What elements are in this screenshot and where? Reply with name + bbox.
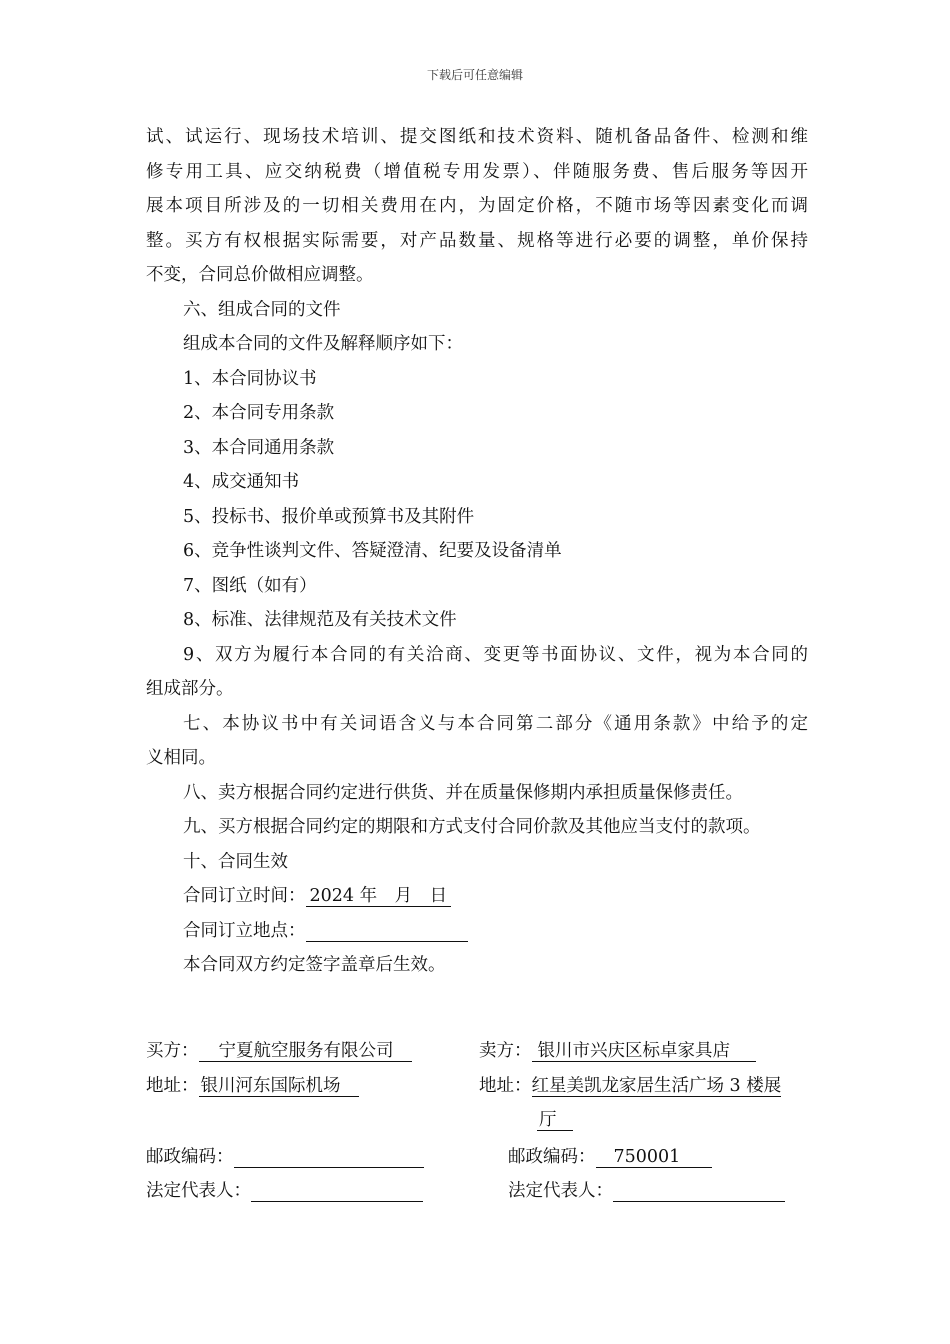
seller-name-label: 卖方： (479, 1041, 532, 1061)
list-item: 2、本合同专用条款 (183, 403, 335, 423)
paragraph-line: 试、试运行、现场技术培训、提交图纸和技术资料、随机备品备件、检测和维 (146, 127, 808, 147)
seller-name-row (479, 1040, 756, 1062)
paragraph-line: 整。买方有权根据实际需要，对产品数量、规格等进行必要的调整，单价保持 (146, 231, 808, 251)
paragraph-line: 不变，合同总价做相应调整。 (146, 265, 374, 285)
place-row (183, 920, 468, 942)
section-8: 八、卖方根据合同约定进行供货、并在质量保修期内承担质量保修责任。 (183, 783, 743, 803)
list-item-continuation: 组成部分。 (146, 679, 234, 699)
paragraph-line: 展本项目所涉及的一切相关费用在内，为固定价格，不随市场等因素变化而调 (146, 196, 808, 216)
seller-rep-label: 法定代表人： (508, 1181, 613, 1201)
section-9: 九、买方根据合同约定的期限和方式支付合同价款及其他应当支付的款项。 (183, 817, 761, 837)
list-item: 5、投标书、报价单或预算书及其附件 (183, 507, 475, 527)
section-7-continuation: 义相同。 (146, 748, 216, 768)
buyer-address-row (146, 1075, 359, 1097)
date-label: 合同订立时间： (183, 886, 306, 906)
place-blank (306, 923, 468, 942)
list-item: 8、标准、法律规范及有关技术文件 (183, 610, 457, 630)
seller-name-value: 银川市兴庆区标卓家具店 (532, 1041, 757, 1062)
seller-address-continuation (537, 1109, 573, 1131)
page-header: 下载后可任意编辑 (426, 68, 523, 82)
buyer-rep-row (146, 1180, 423, 1202)
seller-postcode-row (508, 1146, 712, 1168)
seller-address-row (479, 1075, 781, 1097)
list-item: 7、图纸（如有） (183, 576, 317, 596)
buyer-address-label: 地址： (146, 1076, 199, 1096)
list-item: 3、本合同通用条款 (183, 438, 335, 458)
section-6-intro: 组成本合同的文件及解释顺序如下： (183, 334, 463, 354)
buyer-name-value: 宁夏航空服务有限公司 (199, 1041, 412, 1062)
buyer-address-value: 银川河东国际机场 (199, 1076, 359, 1097)
section-6-title: 六、组成合同的文件 (183, 300, 341, 320)
buyer-postcode-label: 邮政编码： (146, 1147, 234, 1167)
section-7: 七、本协议书中有关词语含义与本合同第二部分《通用条款》中给予的定 (183, 714, 808, 734)
seller-address-value-line2: 厅 (537, 1110, 573, 1131)
list-item: 1、本合同协议书 (183, 369, 317, 389)
seller-postcode-label: 邮政编码： (508, 1147, 596, 1167)
list-item: 9、双方为履行本合同的有关洽商、变更等书面协议、文件，视为本合同的 (183, 645, 808, 665)
seller-address-value: 红星美凯龙家居生活广场 3 楼展 (531, 1076, 782, 1096)
buyer-rep-blank (251, 1183, 423, 1202)
date-value: 2024 年 月 日 (306, 886, 452, 907)
seller-postcode-value: 750001 (596, 1147, 713, 1168)
list-item: 4、成交通知书 (183, 472, 300, 492)
date-row (183, 885, 451, 907)
buyer-postcode-row (146, 1146, 424, 1168)
section-10-title: 十、合同生效 (183, 852, 288, 872)
buyer-name-row (146, 1040, 412, 1062)
paragraph-line: 修专用工具、应交纳税费（增值税专用发票）、伴随服务费、售后服务等因开 (146, 162, 808, 182)
buyer-postcode-blank (234, 1149, 424, 1168)
list-item: 6、竞争性谈判文件、答疑澄清、纪要及设备清单 (183, 541, 562, 561)
buyer-name-label: 买方： (146, 1041, 199, 1061)
effect-clause: 本合同双方约定签字盖章后生效。 (183, 955, 446, 975)
seller-rep-blank (613, 1183, 785, 1202)
seller-address-label: 地址： (479, 1076, 532, 1096)
seller-rep-row (508, 1180, 785, 1202)
buyer-rep-label: 法定代表人： (146, 1181, 251, 1201)
place-label: 合同订立地点： (183, 921, 306, 941)
